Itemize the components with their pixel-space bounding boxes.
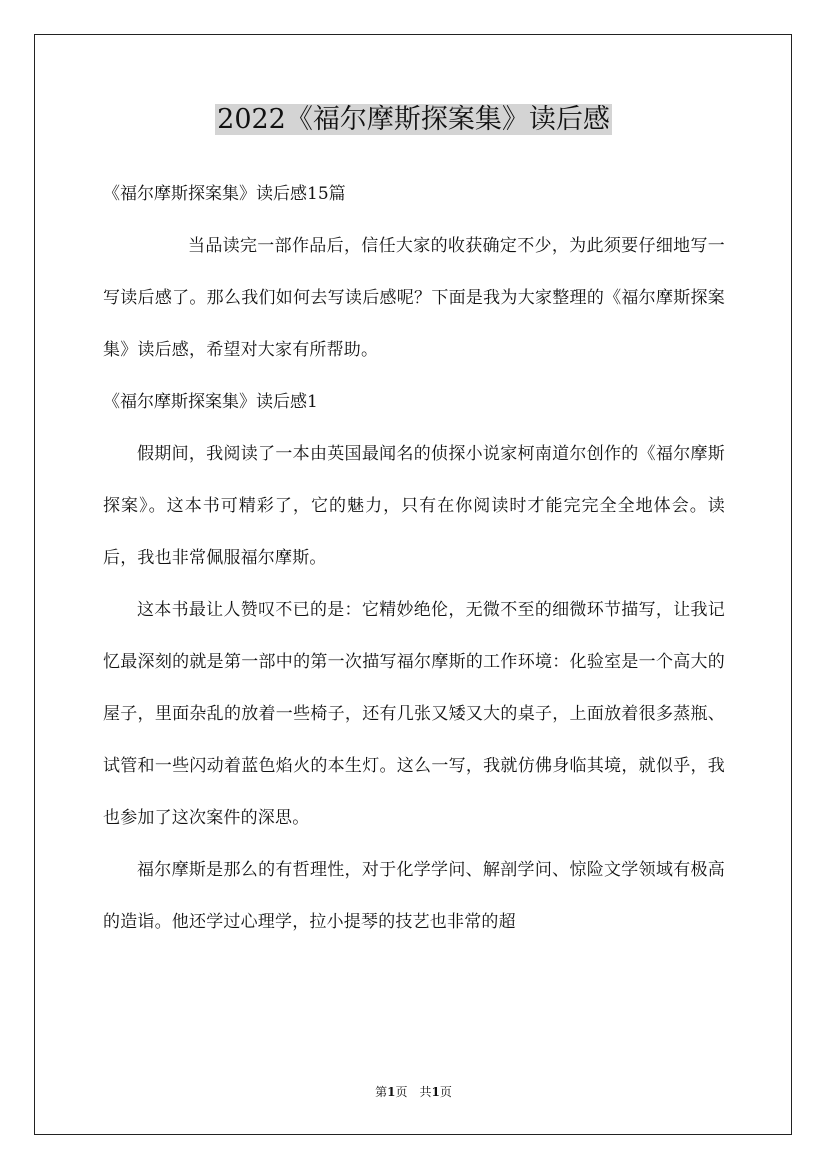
footer-current-page: 1 xyxy=(387,1085,396,1099)
document-subtitle: 《福尔摩斯探案集》读后感15篇 xyxy=(103,184,346,204)
footer-total-pages: 1 xyxy=(431,1085,440,1099)
document-title-text: 2022《福尔摩斯探案集》读后感 xyxy=(217,104,610,135)
footer-suffix: 页 xyxy=(439,1085,452,1099)
section-heading: 《福尔摩斯探案集》读后感1 xyxy=(103,392,318,412)
page-footer xyxy=(0,1084,827,1100)
body-paragraph-2: 这本书最让人赞叹不已的是：它精妙绝伦，无微不至的细微环节描写，让我记忆最深刻的就是第一部中的第一次描写福尔摩斯的工作环境：化验室是一个高大的屋子，里面杂乱的放着一些椅子，还有几张又矮又大的桌子，上面放着很多蒸瓶、试管和一些闪动着蓝色焰火的本生灯。这么一写，我就仿佛身临其境，就似乎，我也参加了这次案件的深思。 xyxy=(103,600,725,828)
body-paragraph-1: 假期间，我阅读了一本由英国最闻名的侦探小说家柯南道尔创作的《福尔摩斯探案》。这本书可精彩了，它的魅力，只有在你阅读时才能完完全全地体会。读后，我也非常佩服福尔摩斯。 xyxy=(103,444,725,568)
footer-prefix: 第 xyxy=(375,1085,388,1099)
document-body xyxy=(103,168,725,948)
body-paragraph-3: 福尔摩斯是那么的有哲理性，对于化学学问、解剖学问、惊险文学领域有极高的造诣。他还学过心理学，拉小提琴的技艺也非常的超 xyxy=(103,860,725,932)
footer-mid: 页 共 xyxy=(395,1085,432,1099)
document-title xyxy=(0,100,827,140)
intro-paragraph: 当品读完一部作品后，信任大家的收获确定不少，为此须要仔细地写一写读后感了。那么我们如何去写读后感呢？下面是我为大家整理的《福尔摩斯探案集》读后感，希望对大家有所帮助。 xyxy=(103,236,725,360)
